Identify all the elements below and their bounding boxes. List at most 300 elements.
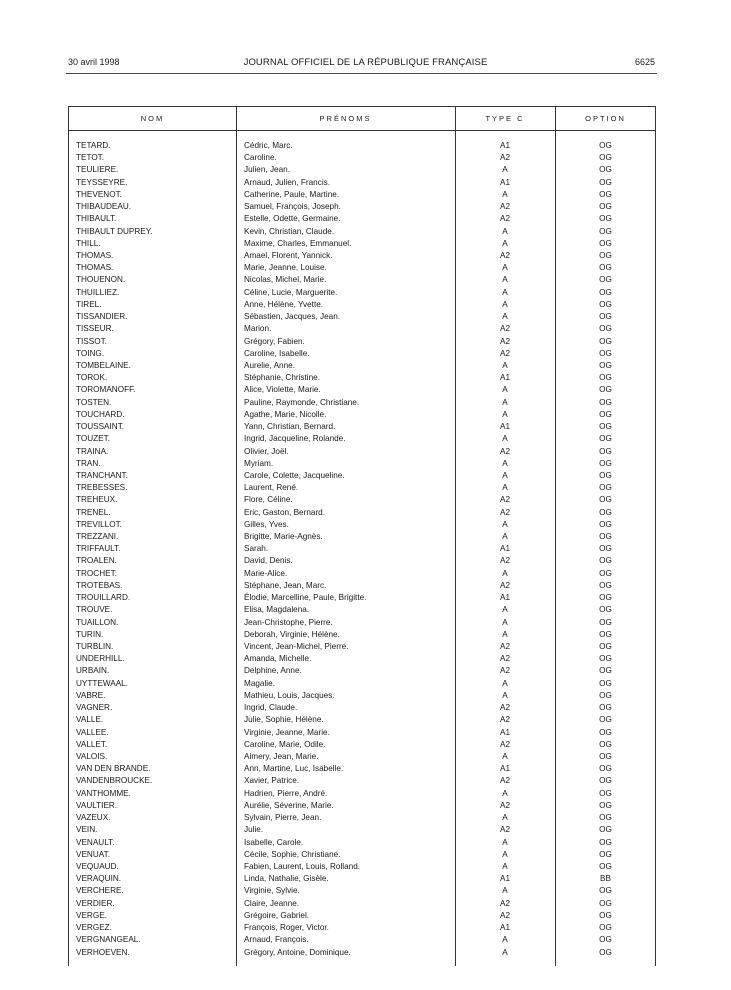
column-header-prenoms: PRÉNOMS (319, 114, 372, 123)
table-row (69, 873, 655, 885)
table-row (69, 837, 655, 849)
type-cell: A (502, 470, 508, 480)
prenoms-cell: Aurelie, Anne. (244, 360, 295, 370)
type-cell: A2 (499, 336, 510, 346)
option-cell: OG (599, 678, 612, 688)
type-cell: A2 (499, 580, 510, 590)
prenoms-cell: Stéphane, Jean, Marc. (244, 580, 327, 590)
option-cell: OG (599, 263, 612, 273)
option-cell: OG (599, 483, 612, 493)
prenoms-cell: Caroline, Isabelle. (244, 348, 310, 358)
type-cell: A (502, 568, 508, 578)
table-row (69, 898, 655, 910)
option-cell: OG (599, 287, 612, 297)
option-cell: OG (599, 568, 612, 578)
type-cell: A1 (499, 373, 510, 383)
table-row (69, 690, 655, 702)
nom-cell: THOMAS. (76, 263, 114, 273)
type-cell: A2 (499, 214, 510, 224)
option-cell: OG (599, 813, 612, 823)
prenoms-cell: Caroline. (244, 153, 277, 163)
table-row (69, 482, 655, 494)
nom-cell: THOUENON. (76, 275, 126, 285)
option-cell: OG (599, 519, 612, 529)
nom-cell: TISSOT. (76, 336, 107, 346)
type-cell: A (502, 678, 508, 688)
column-header-type: TYPE C (485, 114, 525, 123)
option-cell: OG (599, 580, 612, 590)
table-row (69, 519, 655, 531)
nom-cell: THIBAULT. (76, 214, 117, 224)
nom-cell: TRIFFAULT. (76, 544, 121, 554)
table-row (69, 641, 655, 653)
nom-cell: UNDERHILL. (76, 654, 125, 664)
type-cell: A (502, 275, 508, 285)
prenoms-cell: Gilles, Yves. (244, 519, 289, 529)
nom-cell: VAGNER. (76, 703, 113, 713)
prenoms-cell: Mathieu, Louis, Jacques. (244, 690, 335, 700)
nom-cell: VANDENBROUCKE. (76, 776, 153, 786)
table-row (69, 934, 655, 946)
option-cell: OG (599, 837, 612, 847)
type-cell: A2 (499, 348, 510, 358)
type-cell: A2 (499, 507, 510, 517)
table-row (69, 323, 655, 335)
table-row (69, 812, 655, 824)
option-cell: OG (599, 947, 612, 957)
prenoms-cell: Ingrid, Jacqueline, Rolande. (244, 434, 346, 444)
prenoms-cell: Arnaud, Julien, Francis. (244, 177, 331, 187)
nom-cell: TETARD. (76, 141, 111, 150)
type-cell: A (502, 287, 508, 297)
nom-cell: UYTTEWAAL. (76, 678, 129, 688)
nom-cell: TRENEL. (76, 507, 111, 517)
nom-cell: THIBAULT DUPREY. (76, 226, 153, 236)
type-cell: A (502, 617, 508, 627)
prenoms-cell: Stéphanie, Christine. (244, 373, 321, 383)
prenoms-cell: Xavier, Patrice. (244, 776, 300, 786)
type-cell: A1 (499, 422, 510, 432)
option-cell: OG (599, 849, 612, 859)
type-cell: A2 (499, 642, 510, 652)
table-row (69, 849, 655, 861)
prenoms-cell: Sylvain, Pierre, Jean. (244, 813, 322, 823)
type-cell: A (502, 788, 508, 798)
table-row (69, 739, 655, 751)
option-cell: OG (599, 923, 612, 933)
prenoms-cell: Amael, Florent, Yannick. (244, 250, 333, 260)
nom-cell: TOUZET. (76, 434, 110, 444)
option-cell: OG (599, 654, 612, 664)
nom-cell: URBAIN. (76, 666, 110, 676)
nom-cell: TOUCHARD. (76, 409, 125, 419)
prenoms-cell: Elisa, Magdalena. (244, 605, 310, 615)
prenoms-cell: Olivier, Joël. (244, 446, 289, 456)
option-cell: OG (599, 324, 612, 334)
column-header-nom: NOM (140, 114, 165, 123)
option-cell: OG (599, 422, 612, 432)
prenoms-cell: Delphine, Anne. (244, 666, 302, 676)
option-cell: OG (599, 250, 612, 260)
prenoms-cell: Aimery, Jean, Marie. (244, 752, 319, 761)
type-cell: A (502, 861, 508, 871)
type-cell: A2 (499, 202, 510, 212)
nom-cell: VERCHERE. (76, 886, 124, 896)
prenoms-cell: Nicolas, Michel, Marie. (244, 275, 327, 285)
prenoms-cell: Magalie. (244, 678, 275, 688)
option-cell: OG (599, 238, 612, 248)
option-cell: OG (599, 715, 612, 725)
table-row (69, 714, 655, 726)
nom-cell: THOMAS. (76, 250, 114, 260)
nom-cell: TREBESSES. (76, 483, 128, 493)
nom-cell: TREHEUX. (76, 495, 118, 505)
option-cell: OG (599, 727, 612, 737)
table-row (69, 152, 655, 164)
type-cell: A (502, 189, 508, 199)
prenoms-cell: Kevin, Christian, Claude. (244, 226, 335, 236)
table-row (69, 446, 655, 458)
nom-cell: TEYSSEYRE. (76, 177, 128, 187)
type-cell: A (502, 935, 508, 945)
prenoms-cell: Élodie, Marcelline, Paule, Brigitte. (244, 593, 367, 603)
option-cell: OG (599, 153, 612, 163)
table-row (69, 384, 655, 396)
nom-cell: TROUVE. (76, 605, 113, 615)
type-cell: A (502, 385, 508, 395)
type-cell: A1 (499, 764, 510, 774)
prenoms-cell: Vincent, Jean-Michel, Pierre. (244, 642, 349, 652)
option-cell: OG (599, 788, 612, 798)
prenoms-cell: Amanda, Michelle. (244, 654, 312, 664)
option-cell: OG (599, 336, 612, 346)
type-cell: A2 (499, 153, 510, 163)
nom-cell: VABRE. (76, 690, 106, 700)
table-row (69, 336, 655, 348)
table-row (69, 580, 655, 592)
type-cell: A (502, 886, 508, 896)
prenoms-cell: Grégory, Antoine, Dominique. (244, 947, 351, 957)
prenoms-cell: Arnaud, François. (244, 935, 309, 945)
option-cell: OG (599, 226, 612, 236)
prenoms-cell: Jean-Christophe, Pierre. (244, 617, 333, 627)
prenoms-cell: Marion. (244, 324, 272, 334)
table-row (69, 164, 655, 176)
type-cell: A (502, 690, 508, 700)
type-cell: A (502, 947, 508, 957)
table-row (69, 653, 655, 665)
table-row (69, 727, 655, 739)
option-cell: OG (599, 434, 612, 444)
prenoms-cell: Virginie, Sylvie. (244, 886, 300, 896)
nom-cell: TROUILLARD. (76, 593, 131, 603)
results-table (68, 106, 656, 966)
nom-cell: THEVENOT. (76, 189, 122, 199)
table-row (69, 226, 655, 238)
nom-cell: TISSANDIER. (76, 312, 128, 322)
nom-cell: TOMBELAINE. (76, 360, 131, 370)
prenoms-cell: David, Denis. (244, 556, 293, 566)
nom-cell: VALLE. (76, 715, 104, 725)
table-row (69, 751, 655, 763)
nom-cell: TETOT. (76, 153, 105, 163)
prenoms-cell: Pauline, Raymonde, Christiane. (244, 397, 360, 407)
type-cell: A (502, 752, 508, 761)
prenoms-cell: Anne, Hélène, Yvette. (244, 299, 324, 309)
nom-cell: VERHOEVEN. (76, 947, 130, 957)
prenoms-cell: Julien, Jean. (244, 165, 290, 175)
table-row (69, 702, 655, 714)
type-cell: A2 (499, 324, 510, 334)
prenoms-cell: Ann, Martine, Luc, Isabelle. (244, 764, 344, 774)
option-cell: OG (599, 861, 612, 871)
option-cell: OG (599, 776, 612, 786)
nom-cell: VERGNANGEAL. (76, 935, 141, 945)
type-cell: A1 (499, 923, 510, 933)
nom-cell: TOROK. (76, 373, 108, 383)
option-cell: OG (599, 898, 612, 908)
table-row (69, 421, 655, 433)
prenoms-cell: Marie, Jeanne, Louise. (244, 263, 327, 273)
table-row (69, 140, 655, 152)
nom-cell: VERGEZ. (76, 923, 112, 933)
option-cell: OG (599, 177, 612, 187)
nom-cell: VENUAT. (76, 849, 110, 859)
nom-cell: TROTEBAS. (76, 580, 123, 590)
table-row (69, 274, 655, 286)
page-number: 6625 (634, 57, 655, 67)
type-cell: A (502, 238, 508, 248)
table-row (69, 910, 655, 922)
option-cell: OG (599, 312, 612, 322)
prenoms-cell: Cécile, Sophie, Christiane. (244, 849, 341, 859)
prenoms-cell: Estelle, Odette, Germaine. (244, 214, 341, 224)
nom-cell: VEIN. (76, 825, 98, 835)
table-row (69, 947, 655, 959)
nom-cell: TROCHET. (76, 568, 117, 578)
option-cell: OG (599, 800, 612, 810)
nom-cell: TREVILLOT. (76, 519, 122, 529)
nom-cell: VAULTIER. (76, 800, 118, 810)
table-row (69, 458, 655, 470)
prenoms-cell: Isabelle, Carole. (244, 837, 304, 847)
option-cell: OG (599, 556, 612, 566)
prenoms-cell: Virginie, Jeanne, Marie. (244, 727, 330, 737)
prenoms-cell: Laurent, René. (244, 483, 299, 493)
prenoms-cell: Grégory, Fabien. (244, 336, 305, 346)
prenoms-cell: Yann, Christian, Bernard. (244, 422, 336, 432)
table-row (69, 348, 655, 360)
option-cell: OG (599, 642, 612, 652)
option-cell: OG (599, 910, 612, 920)
prenoms-cell: Maxime, Charles, Emmanuel. (244, 238, 352, 248)
nom-cell: TROALEN. (76, 556, 117, 566)
type-cell: A (502, 434, 508, 444)
nom-cell: THUILLIEZ. (76, 287, 120, 297)
type-cell: A (502, 226, 508, 236)
header-date: 30 avril 1998 (68, 57, 120, 67)
type-cell: A (502, 813, 508, 823)
option-cell: OG (599, 739, 612, 749)
nom-cell: VERGE. (76, 910, 107, 920)
prenoms-cell: Julie, Sophie, Hélène. (244, 715, 324, 725)
nom-cell: TURBLIN. (76, 642, 114, 652)
table-row (69, 409, 655, 421)
option-cell: OG (599, 935, 612, 945)
type-cell: A2 (499, 703, 510, 713)
type-cell: A1 (499, 727, 510, 737)
type-cell: A2 (499, 715, 510, 725)
option-cell: OG (599, 764, 612, 774)
prenoms-cell: Marie-Alice. (244, 568, 288, 578)
nom-cell: TREZZANI. (76, 532, 119, 542)
nom-cell: VERDIER. (76, 898, 115, 908)
nom-cell: VAN DEN BRANDE. (76, 764, 151, 774)
option-cell: OG (599, 495, 612, 505)
type-cell: A (502, 397, 508, 407)
option-cell: OG (599, 409, 612, 419)
type-cell: A2 (499, 776, 510, 786)
type-cell: A (502, 629, 508, 639)
option-cell: OG (599, 825, 612, 835)
option-cell: OG (599, 214, 612, 224)
prenoms-cell: Brigitte, Marie-Agnès. (244, 532, 323, 542)
type-cell: A2 (499, 666, 510, 676)
option-cell: OG (599, 360, 612, 370)
nom-cell: VALLET. (76, 739, 108, 749)
table-row (69, 201, 655, 213)
table-row (69, 922, 655, 934)
table-row (69, 763, 655, 775)
type-cell: A (502, 532, 508, 542)
table-row (69, 824, 655, 836)
prenoms-cell: Alice, Violette, Marie. (244, 385, 321, 395)
prenoms-cell: Eric, Gaston, Bernard. (244, 507, 325, 517)
table-row (69, 494, 655, 506)
table-row (69, 861, 655, 873)
option-cell: OG (599, 385, 612, 395)
table-row (69, 262, 655, 274)
table-row (69, 470, 655, 482)
nom-cell: THILL. (76, 238, 101, 248)
nom-cell: TUAILLON. (76, 617, 119, 627)
nom-cell: TIREL. (76, 299, 102, 309)
table-row (69, 568, 655, 580)
type-cell: A2 (499, 825, 510, 835)
option-cell: OG (599, 299, 612, 309)
nom-cell: TURIN. (76, 629, 104, 639)
option-cell: OG (599, 532, 612, 542)
prenoms-cell: Linda, Nathalie, Gisèle. (244, 874, 329, 884)
option-cell: OG (599, 202, 612, 212)
nom-cell: VALOIS. (76, 752, 108, 761)
prenoms-cell: Grégoire, Gabriel. (244, 910, 310, 920)
table-row (69, 885, 655, 897)
journal-title: JOURNAL OFFICIEL DE LA RÉPUBLIQUE FRANÇAISE (243, 57, 488, 68)
option-cell: OG (599, 886, 612, 896)
prenoms-cell: Agathe, Marie, Nicolle. (244, 409, 327, 419)
option-cell: OG (599, 593, 612, 603)
table-row (69, 311, 655, 323)
type-cell: A2 (499, 556, 510, 566)
table-row (69, 788, 655, 800)
type-cell: A (502, 605, 508, 615)
type-cell: A1 (499, 141, 510, 150)
option-cell: OG (599, 348, 612, 358)
header-rule (66, 73, 657, 74)
nom-cell: THIBAUDEAU. (76, 202, 132, 212)
option-cell: OG (599, 507, 612, 517)
prenoms-cell: Hadrien, Pierre, André. (244, 788, 328, 798)
prenoms-cell: François, Roger, Victor. (244, 923, 329, 933)
nom-cell: TOROMANOFF. (76, 385, 136, 395)
nom-cell: VAZEUX. (76, 813, 111, 823)
type-cell: A1 (499, 177, 510, 187)
table-row (69, 775, 655, 787)
prenoms-cell: Samuel, François, Joseph. (244, 202, 341, 212)
table-row (69, 250, 655, 262)
table-row (69, 617, 655, 629)
nom-cell: TOUSSAINT. (76, 422, 125, 432)
option-cell: OG (599, 666, 612, 676)
prenoms-cell: Sarah. (244, 544, 269, 554)
option-cell: OG (599, 617, 612, 627)
table-row (69, 592, 655, 604)
type-cell: A2 (499, 898, 510, 908)
prenoms-cell: Claire, Jeanne. (244, 898, 300, 908)
table-row (69, 189, 655, 201)
option-cell: OG (599, 605, 612, 615)
type-cell: A2 (499, 446, 510, 456)
option-cell: OG (599, 470, 612, 480)
type-cell: A2 (499, 910, 510, 920)
column-header-option: OPTION (585, 114, 626, 123)
type-cell: A (502, 519, 508, 529)
prenoms-cell: Ingrid, Claude. (244, 703, 298, 713)
nom-cell: TOSTEN. (76, 397, 112, 407)
nom-cell: TOING. (76, 348, 105, 358)
option-cell: OG (599, 544, 612, 554)
option-cell: OG (599, 446, 612, 456)
prenoms-cell: Catherine, Paule, Martine. (244, 189, 340, 199)
nom-cell: TRANCHANT. (76, 470, 128, 480)
nom-cell: TEULIERE. (76, 165, 119, 175)
type-cell: A (502, 360, 508, 370)
type-cell: A2 (499, 800, 510, 810)
option-cell: OG (599, 690, 612, 700)
type-cell: A (502, 165, 508, 175)
option-cell: OG (599, 458, 612, 468)
table-row (69, 238, 655, 250)
prenoms-cell: Flore, Céline. (244, 495, 293, 505)
prenoms-cell: Aurélie, Séverine, Marie. (244, 800, 334, 810)
option-cell: OG (599, 703, 612, 713)
table-row (69, 360, 655, 372)
type-cell: A1 (499, 544, 510, 554)
table-header (69, 107, 655, 131)
prenoms-cell: Fabien, Laurent, Louis, Rolland. (244, 861, 361, 871)
type-cell: A1 (499, 874, 510, 884)
option-cell: OG (599, 373, 612, 383)
table-row (69, 287, 655, 299)
prenoms-cell: Cédric, Marc. (244, 141, 293, 150)
prenoms-cell: Caroline, Marie, Odile. (244, 739, 326, 749)
option-cell: OG (599, 629, 612, 639)
type-cell: A (502, 312, 508, 322)
nom-cell: VANTHOMME. (76, 788, 131, 798)
table-row (69, 531, 655, 543)
type-cell: A (502, 299, 508, 309)
